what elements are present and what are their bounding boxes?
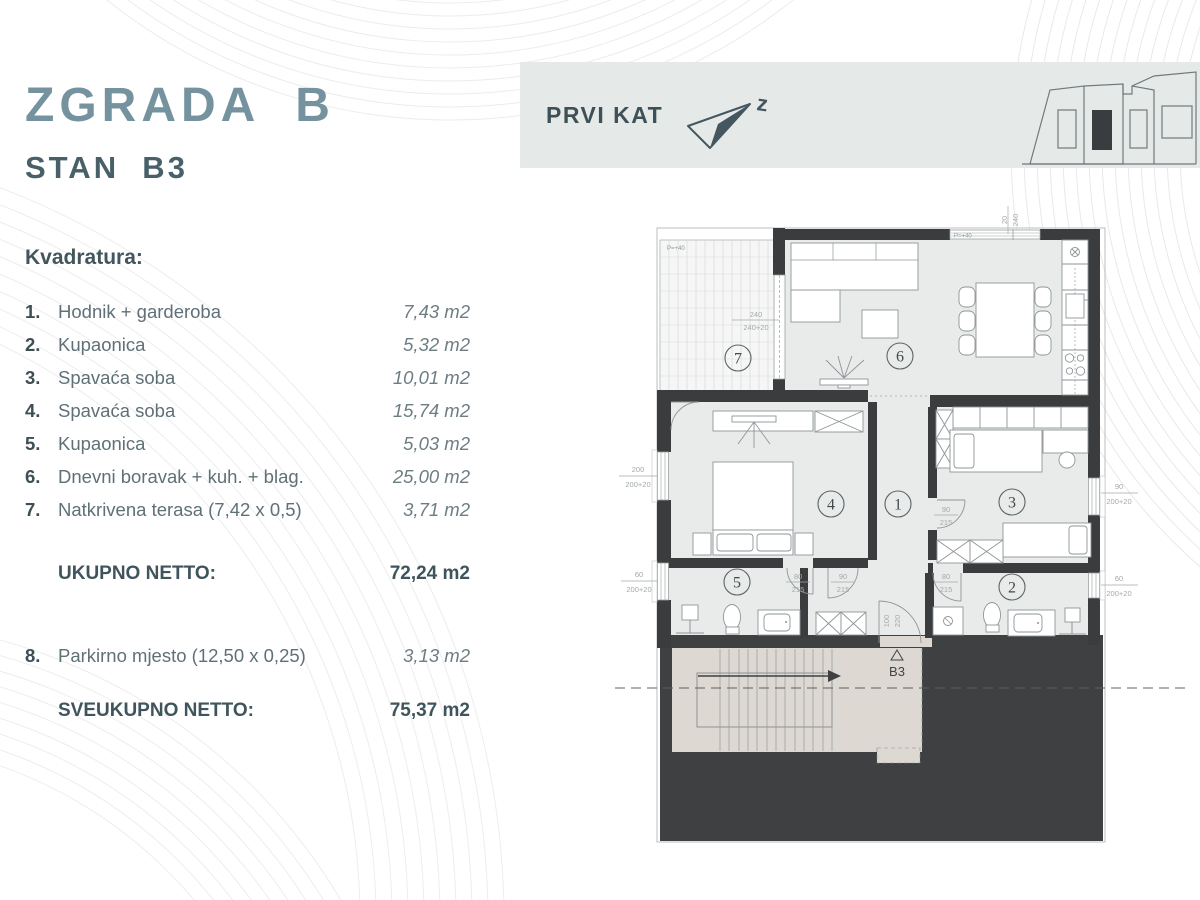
nightstand [693,533,711,555]
svg-text:200: 200 [631,465,645,474]
floor-plan [580,190,1200,860]
building-elevation-icon [1020,70,1198,170]
subtotal-row [25,563,470,585]
kitchen [1062,240,1088,395]
svg-text:60: 60 [1114,574,1124,583]
oven-icon [1066,294,1084,318]
floor-title: PRVI KAT [546,102,664,128]
row-number: 4. [25,400,41,421]
room-name: Hodnik + garderoba [58,301,222,322]
svg-text:200+20: 200+20 [626,585,652,594]
svg-text:6: 6 [896,348,904,366]
tv [820,379,868,385]
subtotal-value: 72,24 m2 [389,563,470,584]
table-row [25,466,470,499]
row-number: 3. [25,367,41,388]
svg-text:4: 4 [827,496,835,514]
room-name: Parkirno mjesto (12,50 x 0,25) [58,645,306,666]
desk [1043,430,1088,453]
svg-text:5: 5 [733,574,741,592]
table-row [25,301,470,334]
svg-text:80: 80 [793,572,803,581]
svg-text:3: 3 [1008,494,1016,512]
svg-text:215: 215 [791,585,805,594]
area-table [25,301,470,532]
washbasin [682,605,698,620]
room-name: Kupaonica [58,334,146,355]
table-row [25,367,470,400]
toilet [724,605,741,630]
svg-text:100: 100 [882,614,891,628]
stairwell [672,636,932,763]
pillow [717,534,753,551]
bed [713,462,793,530]
row-number: 8. [25,645,41,666]
svg-text:90: 90 [838,572,848,581]
svg-text:215: 215 [836,585,850,594]
room-area: 5,03 m2 [403,433,470,454]
row-number: 7. [25,499,41,520]
table-row [25,400,470,433]
svg-text:z: z [755,90,770,117]
row-number: 1. [25,301,41,322]
pillow [757,534,791,551]
north-arrow-icon [678,84,778,156]
table-row [25,433,470,466]
row-number: 5. [25,433,41,454]
room-name: Natkrivena terasa (7,42 x 0,5) [58,499,302,520]
room-name: Kupaonica [58,433,146,454]
room-name: Dnevni boravak + kuh. + blag. [58,466,304,487]
unit-title: STAN B3 [25,150,188,185]
pillow [1069,526,1087,554]
svg-text:200+20: 200+20 [1106,497,1132,506]
subtotal-label: UKUPNO NETTO: [58,563,216,584]
total-label: SVEUKUPNO NETTO: [58,700,255,721]
svg-text:240+20: 240+20 [743,323,769,332]
terrace-level-note: P=+40 [667,246,685,252]
svg-text:20: 20 [1000,215,1009,225]
table-row [25,334,470,367]
svg-text:60: 60 [634,570,644,579]
svg-text:215: 215 [939,518,953,527]
row-number: 2. [25,334,41,355]
room-name: Spavaća soba [58,400,176,421]
tv [732,416,776,422]
table-row [25,499,470,532]
room-area: 10,01 m2 [392,367,470,388]
svg-text:7: 7 [734,350,742,368]
table-heading: Kvadratura: [25,246,143,269]
svg-text:P=+40: P=+40 [954,233,972,240]
parking-row [25,645,470,678]
room-name: Spavaća soba [58,367,176,388]
hall-closet [816,612,866,635]
building-title: ZGRADA B [25,79,335,132]
room-area: 3,71 m2 [403,499,470,520]
chair [1059,452,1075,468]
toilet [984,603,1001,628]
svg-text:220: 220 [893,614,902,628]
svg-text:240: 240 [1011,213,1020,227]
room-area: 7,43 m2 [403,301,470,322]
dining-table [976,283,1034,357]
total-row [25,700,470,722]
room-area: 15,74 m2 [392,400,470,421]
pillow [954,434,974,468]
washing-machine [1065,608,1080,622]
svg-text:240: 240 [749,310,763,319]
svg-text:200+20: 200+20 [1106,589,1132,598]
svg-text:90: 90 [1114,482,1124,491]
svg-text:200+20: 200+20 [625,480,651,489]
svg-text:90: 90 [941,505,951,514]
svg-text:B3: B3 [889,664,905,679]
svg-text:215: 215 [939,585,953,594]
room-area: 3,13 m2 [403,645,470,666]
room-area: 5,32 m2 [403,334,470,355]
row-number: 6. [25,466,41,487]
svg-text:80: 80 [941,572,951,581]
svg-text:1: 1 [894,496,902,514]
room-area: 25,00 m2 [392,466,470,487]
svg-text:2: 2 [1008,579,1016,597]
header-band [520,62,1200,168]
total-value: 75,37 m2 [389,700,470,721]
nightstand [795,533,813,555]
